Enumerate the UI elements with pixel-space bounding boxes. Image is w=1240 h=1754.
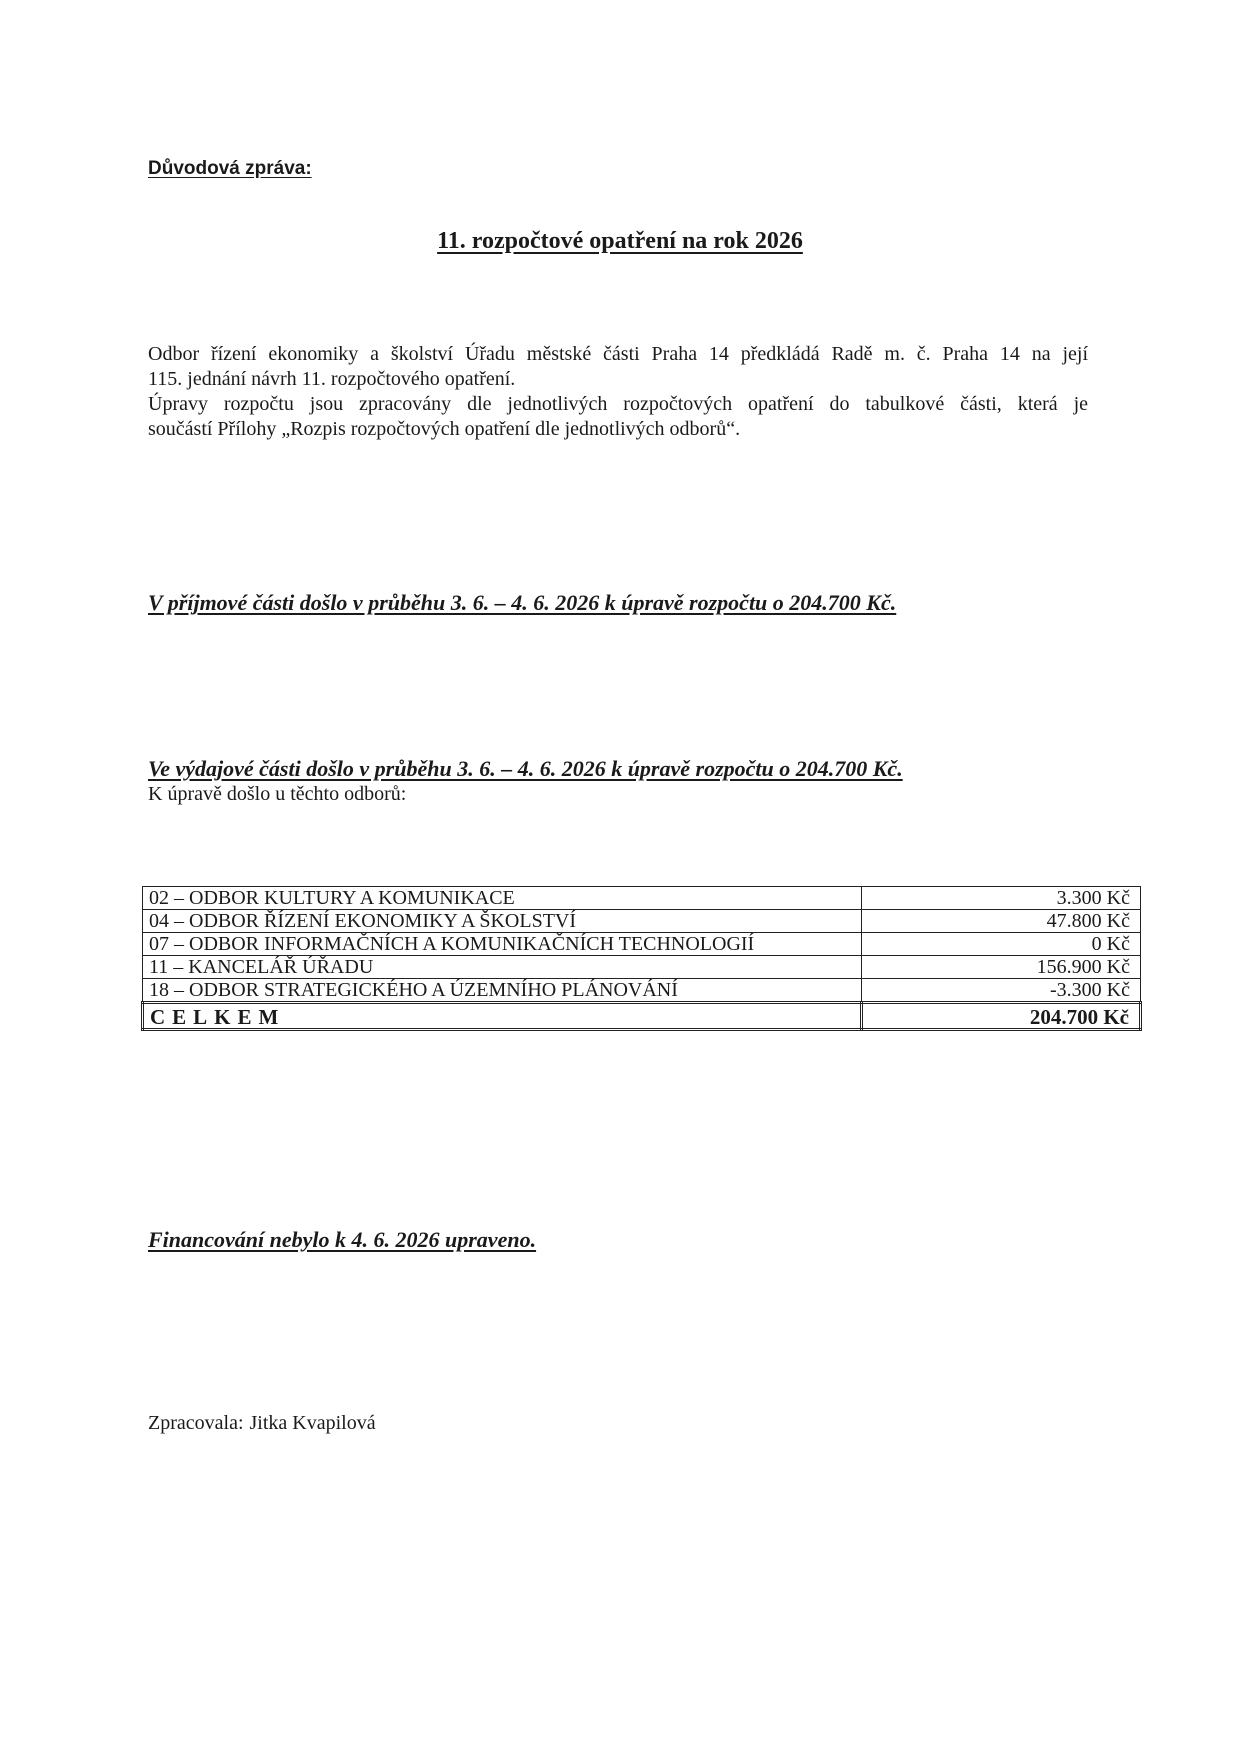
department-amount: 156.900 Kč — [862, 956, 1141, 979]
intro-line-1: Odbor řízení ekonomiky a školství Úřadu městské části Praha 14 předkládá Radě m. č. Praha 14 na její — [148, 343, 1088, 365]
financing-summary: Financování nebylo k 4. 6. 2026 upraveno. — [148, 1227, 537, 1252]
department-amount: -3.300 Kč — [862, 979, 1141, 1003]
department-name: 02 – ODBOR KULTURY A KOMUNIKACE — [143, 887, 862, 910]
department-amount: 47.800 Kč — [862, 910, 1141, 933]
intro-line-2: 115. jednání návrh 11. rozpočtového opatření. — [148, 368, 516, 390]
total-amount: 204.700 Kč — [862, 1003, 1141, 1030]
total-row — [143, 1003, 1141, 1030]
department-name: 11 – KANCELÁŘ ÚŘADU — [143, 956, 862, 979]
department-name: 07 – ODBOR INFORMAČNÍCH A KOMUNIKAČNÍCH TECHNOLOGIÍ — [143, 933, 862, 956]
table-row — [143, 979, 1141, 1003]
intro-line-3: Úpravy rozpočtu jsou zpracovány dle jednotlivých rozpočtových opatření do tabulkové části, která je — [148, 393, 1088, 415]
department-amount: 0 Kč — [862, 933, 1141, 956]
total-label: CELKEM — [143, 1003, 862, 1030]
department-name: 04 – ODBOR ŘÍZENÍ EKONOMIKY A ŠKOLSTVÍ — [143, 910, 862, 933]
table-row — [143, 910, 1141, 933]
intro-line-4: součástí Přílohy „Rozpis rozpočtových opatření dle jednotlivých odborů“. — [148, 418, 741, 440]
processed-by — [148, 1412, 376, 1435]
table-row — [143, 956, 1141, 979]
department-amount: 3.300 Kč — [862, 887, 1141, 910]
department-table — [141, 886, 1142, 1031]
intro-paragraph — [148, 342, 1088, 442]
table-row — [143, 933, 1141, 956]
report-heading: Důvodová zpráva: — [148, 158, 312, 179]
processed-by-label: Zpracovala: — [148, 1412, 244, 1434]
department-name: 18 – ODBOR STRATEGICKÉHO A ÚZEMNÍHO PLÁNOVÁNÍ — [143, 979, 862, 1003]
income-summary: V příjmové části došlo v průběhu 3. 6. – 4. 6. 2026 k úpravě rozpočtu o 204.700 Kč. — [148, 590, 897, 615]
table-row — [143, 887, 1141, 910]
expense-note: K úpravě došlo u těchto odborů: — [148, 783, 407, 805]
document-title: 11. rozpočtové opatření na rok 2026 — [437, 228, 803, 254]
processed-by-name: Jitka Kvapilová — [249, 1412, 376, 1434]
expense-summary: Ve výdajové části došlo v průběhu 3. 6. – 4. 6. 2026 k úpravě rozpočtu o 204.700 Kč. — [148, 756, 903, 781]
